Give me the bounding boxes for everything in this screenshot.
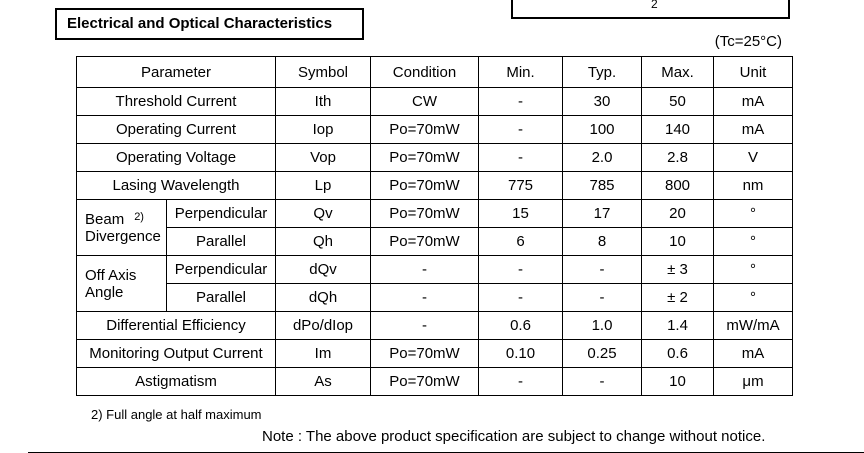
footnote-text: 2) Full angle at half maximum [91,407,262,422]
cell-unit: ° [714,284,793,312]
cell-condition: - [371,312,479,340]
group-label-line1: Off Axis [85,266,137,284]
cell-subparameter: Perpendicular [167,200,276,228]
header-unit: Unit [714,57,793,88]
cell-condition: Po=70mW [371,172,479,200]
cell-parameter: Threshold Current [77,88,276,116]
table-row [77,88,793,116]
cell-parameter: Monitoring Output Current [77,340,276,368]
cell-max: 1.4 [642,312,714,340]
cell-symbol: Qh [276,228,371,256]
cell-max: 10 [642,228,714,256]
cell-symbol: dPo/dIop [276,312,371,340]
header-parameter: Parameter [77,57,276,88]
top-box-text: 2 [651,0,658,11]
cell-condition: - [371,256,479,284]
cell-unit: mA [714,116,793,144]
cell-symbol: As [276,368,371,396]
cell-symbol: dQh [276,284,371,312]
table-row [77,116,793,144]
table-row [77,228,793,256]
table-row [77,284,793,312]
cell-unit: ° [714,228,793,256]
cell-unit: ° [714,256,793,284]
table-row [77,200,793,228]
cell-condition: Po=70mW [371,144,479,172]
temperature-note: (Tc=25°C) [714,33,782,50]
change-notice: Note : The above product specification are subject to change without notice. [262,428,766,445]
cell-condition: Po=70mW [371,368,479,396]
cell-condition: CW [371,88,479,116]
cell-parameter: Lasing Wavelength [77,172,276,200]
footnote-marker: 2) [134,210,144,223]
header-min: Min. [479,57,563,88]
cell-subparameter: Parallel [167,228,276,256]
cell-parameter: Operating Current [77,116,276,144]
cell-unit: V [714,144,793,172]
cell-typ: 17 [563,200,642,228]
group-beam-divergence [77,200,167,256]
table-header-row [77,57,793,88]
section-title: Electrical and Optical Characteristics [55,8,364,40]
table-row [77,172,793,200]
cell-typ: 0.25 [563,340,642,368]
cell-unit: nm [714,172,793,200]
cell-parameter: Operating Voltage [77,144,276,172]
table-row [77,368,793,396]
cell-condition: Po=70mW [371,228,479,256]
cell-condition: - [371,284,479,312]
cell-max: 800 [642,172,714,200]
cell-max: ± 3 [642,256,714,284]
table-row [77,312,793,340]
cell-symbol: Lp [276,172,371,200]
cell-parameter: Differential Efficiency [77,312,276,340]
cell-condition: Po=70mW [371,116,479,144]
cell-symbol: dQv [276,256,371,284]
cell-max: 50 [642,88,714,116]
cell-min: 775 [479,172,563,200]
cell-symbol: Ith [276,88,371,116]
cell-max: 20 [642,200,714,228]
cell-parameter: Astigmatism [77,368,276,396]
cell-condition: Po=70mW [371,340,479,368]
cell-symbol: Im [276,340,371,368]
cell-max: 0.6 [642,340,714,368]
cell-min: - [479,88,563,116]
cell-min: 0.10 [479,340,563,368]
cell-unit: mA [714,340,793,368]
cell-typ: 8 [563,228,642,256]
cell-max: 10 [642,368,714,396]
cell-condition: Po=70mW [371,200,479,228]
cell-typ: 30 [563,88,642,116]
top-frame-box [511,0,790,19]
header-condition: Condition [371,57,479,88]
cell-min: 0.6 [479,312,563,340]
cell-unit: mA [714,88,793,116]
cell-min: - [479,144,563,172]
cell-symbol: Iop [276,116,371,144]
cell-max: 140 [642,116,714,144]
group-label-line1: Beam [85,210,125,228]
cell-min: - [479,256,563,284]
cell-max: 2.8 [642,144,714,172]
cell-min: 15 [479,200,563,228]
cell-typ: 1.0 [563,312,642,340]
table-row [77,256,793,284]
group-label-line2: Angle [85,283,124,301]
cell-subparameter: Perpendicular [167,256,276,284]
cell-symbol: Qv [276,200,371,228]
group-label-line2: Divergence [85,227,161,245]
cell-unit: ° [714,200,793,228]
cell-typ: 785 [563,172,642,200]
cell-unit: mW/mA [714,312,793,340]
cell-typ: - [563,284,642,312]
cell-min: - [479,284,563,312]
cell-typ: 2.0 [563,144,642,172]
cell-symbol: Vop [276,144,371,172]
cell-min: - [479,368,563,396]
group-off-axis-angle [77,256,167,312]
cell-typ: 100 [563,116,642,144]
table-row [77,340,793,368]
cell-unit: μm [714,368,793,396]
cell-min: - [479,116,563,144]
characteristics-table [76,56,793,396]
cell-max: ± 2 [642,284,714,312]
cell-min: 6 [479,228,563,256]
header-max: Max. [642,57,714,88]
header-symbol: Symbol [276,57,371,88]
cell-subparameter: Parallel [167,284,276,312]
cell-typ: - [563,256,642,284]
header-typ: Typ. [563,57,642,88]
table-row [77,144,793,172]
cell-typ: - [563,368,642,396]
